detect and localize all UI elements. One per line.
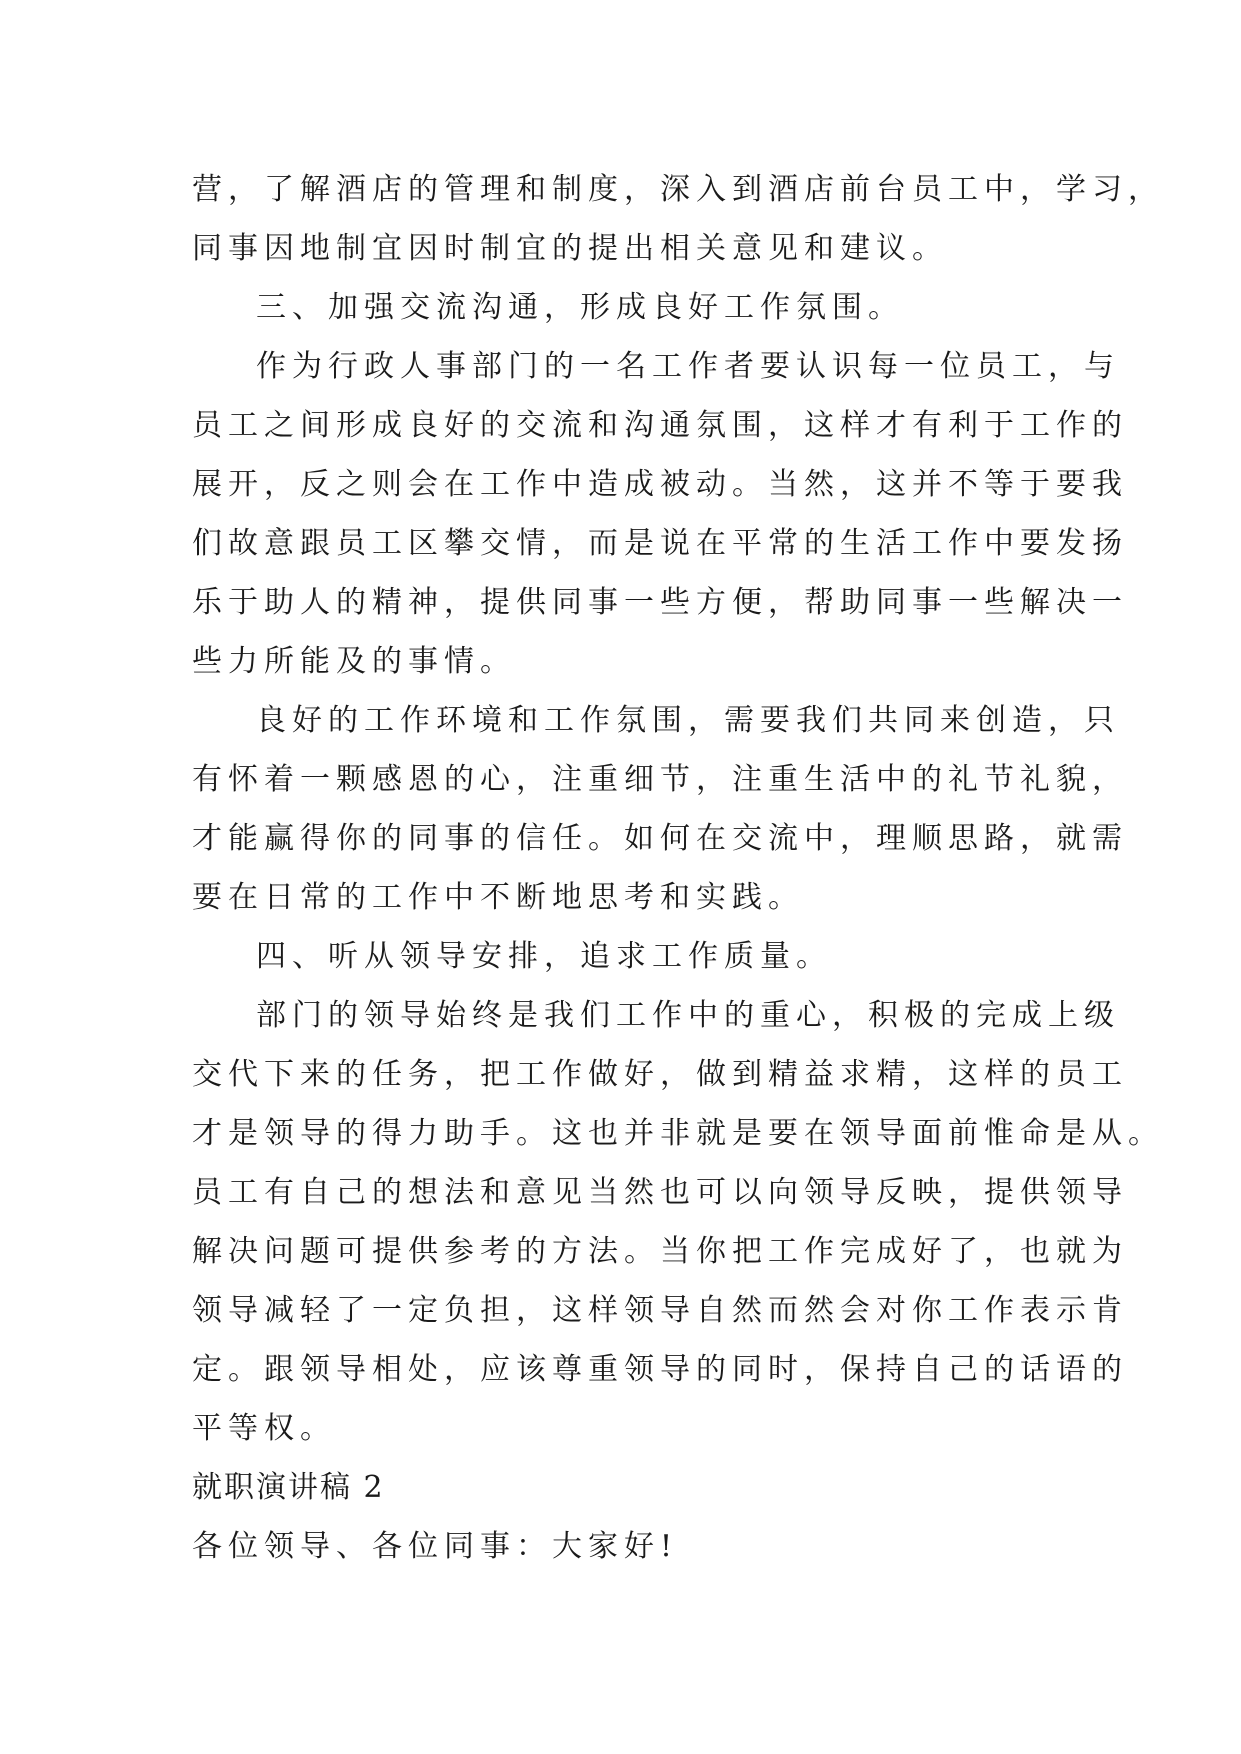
paragraph-line: 们故意跟员工区攀交情，而是说在平常的生活工作中要发扬 [192, 526, 1128, 561]
paragraph-line: 同事因地制宜因时制宜的提出相关意见和建议。 [192, 231, 948, 266]
section-heading: 三、加强交流沟通，形成良好工作氛围。 [256, 290, 904, 325]
greeting-line: 各位领导、各位同事：大家好! [192, 1529, 679, 1564]
paragraph-line: 平等权。 [192, 1411, 336, 1446]
paragraph-line: 解决问题可提供参考的方法。当你把工作完成好了，也就为 [192, 1234, 1128, 1269]
paragraph-line: 良好的工作环境和工作氛围，需要我们共同来创造，只 [256, 703, 1120, 738]
paragraph-line: 作为行政人事部门的一名工作者要认识每一位员工，与 [256, 349, 1120, 384]
section-heading: 四、听从领导安排，追求工作质量。 [256, 939, 832, 974]
paragraph-line: 交代下来的任务，把工作做好，做到精益求精，这样的员工 [192, 1057, 1128, 1092]
paragraph-line: 部门的领导始终是我们工作中的重心，积极的完成上级 [256, 998, 1120, 1033]
paragraph-line: 才能赢得你的同事的信任。如何在交流中，理顺思路，就需 [192, 821, 1128, 856]
paragraph-line: 有怀着一颗感恩的心，注重细节，注重生活中的礼节礼貌， [192, 762, 1128, 797]
paragraph-line: 展开，反之则会在工作中造成被动。当然，这并不等于要我 [192, 467, 1128, 502]
paragraph-line: 定。跟领导相处，应该尊重领导的同时，保持自己的话语的 [192, 1352, 1128, 1387]
paragraph-line: 领导减轻了一定负担，这样领导自然而然会对你工作表示肯 [192, 1293, 1128, 1328]
paragraph-line: 营，了解酒店的管理和制度，深入到酒店前台员工中，学习， [192, 172, 1164, 207]
paragraph-line: 乐于助人的精神，提供同事一些方便，帮助同事一些解决一 [192, 585, 1128, 620]
paragraph-line: 些力所能及的事情。 [192, 644, 516, 679]
speech-title: 就职演讲稿 2 [192, 1470, 385, 1505]
paragraph-line: 员工有自己的想法和意见当然也可以向领导反映，提供领导 [192, 1175, 1128, 1210]
paragraph-line: 才是领导的得力助手。这也并非就是要在领导面前惟命是从。 [192, 1116, 1164, 1151]
paragraph-line: 员工之间形成良好的交流和沟通氛围，这样才有利于工作的 [192, 408, 1128, 443]
paragraph-line: 要在日常的工作中不断地思考和实践。 [192, 880, 804, 915]
document-body [192, 160, 1164, 1576]
